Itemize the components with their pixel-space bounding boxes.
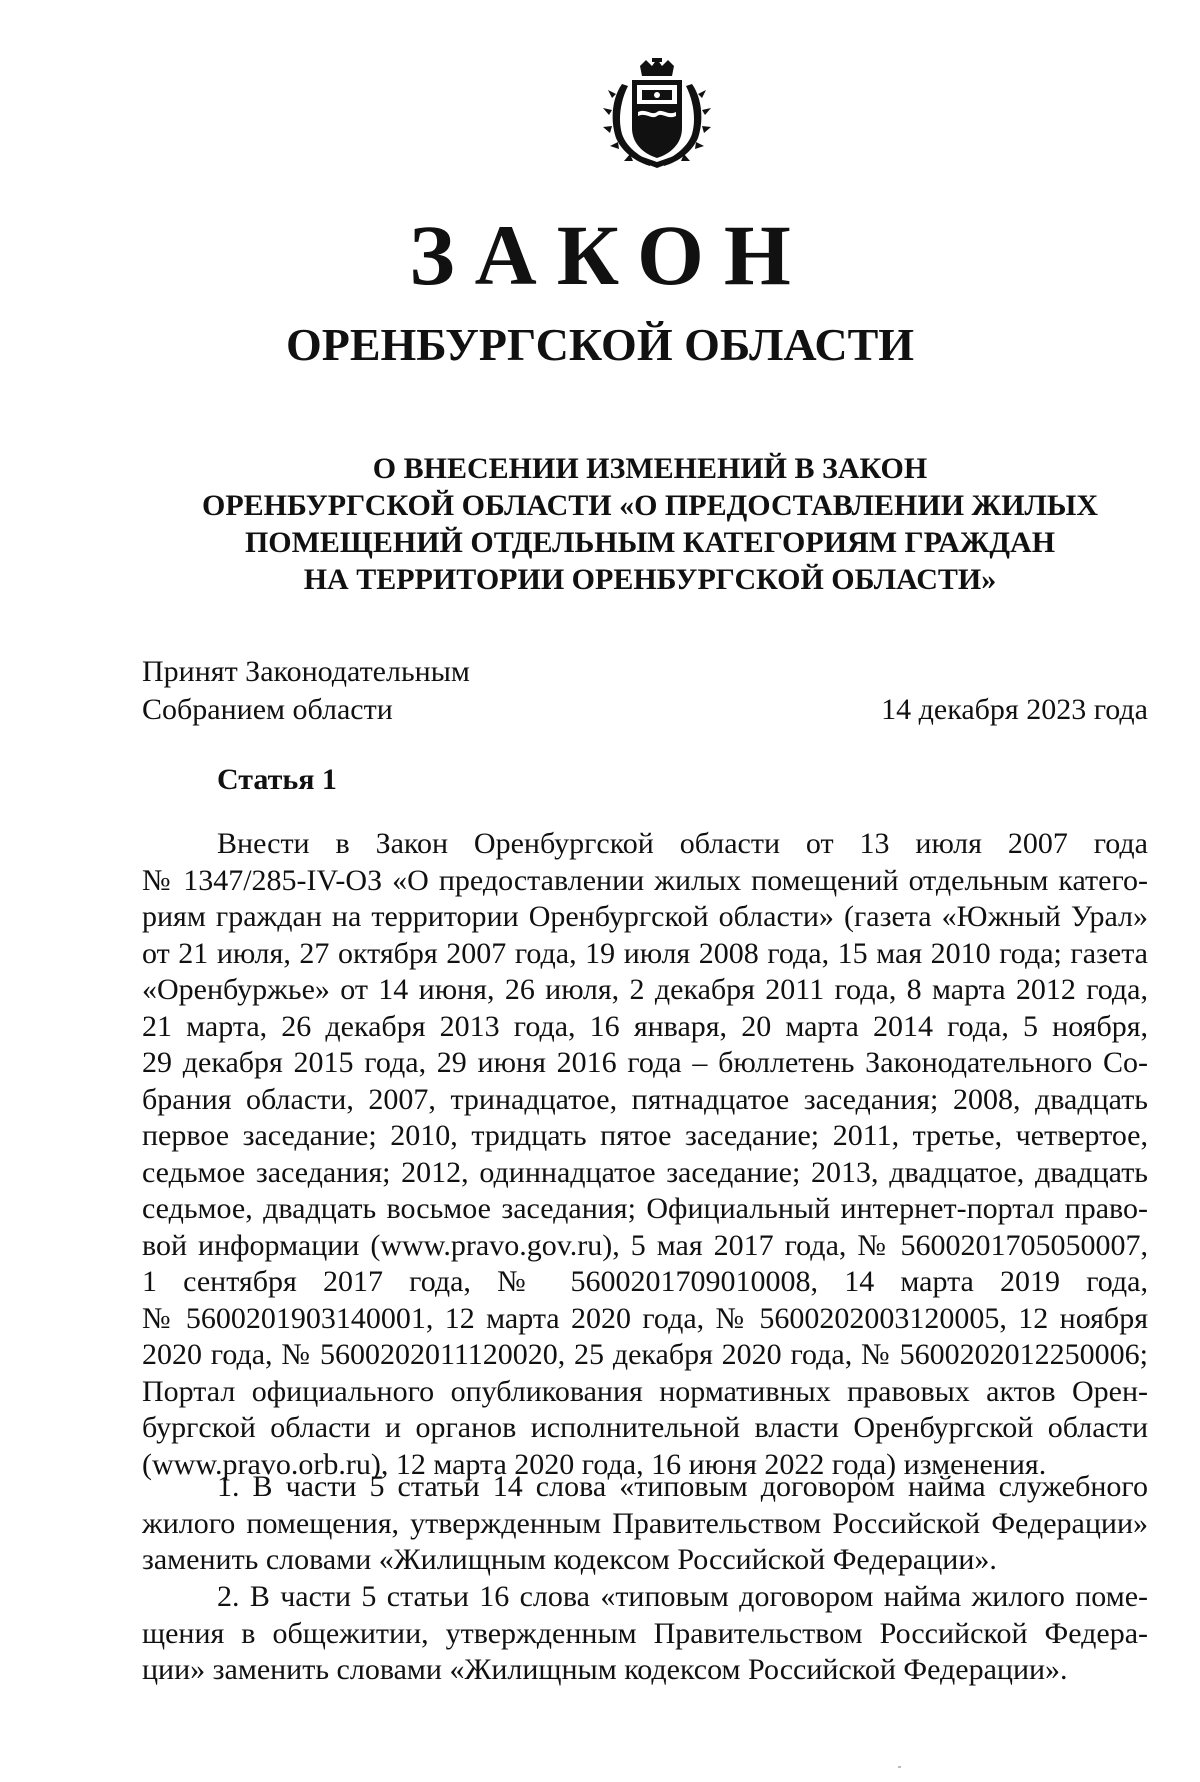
paragraph-line: 2020 года, № 5600202011120020, 25 декабря 2020 года, № 5600202012250006; [142,1338,1148,1371]
paragraph-line: 1. В части 5 статьи 14 слова «типовым договором найма служебного [217,1470,1148,1503]
paragraph-line: вой информации (www.pravo.gov.ru), 5 мая 2017 года, № 5600201705050007, [142,1228,1148,1262]
paragraph-line: щения в общежитии, утвержденным Правительством Российской Федера- [142,1616,1148,1650]
paragraph-line: (www.pravo.orb.ru), 12 марта 2020 года, 16 июня 2022 года) изменения. [142,1447,1047,1481]
law-name [150,450,1150,598]
paragraph-line: 29 декабря 2015 года, 29 июня 2016 года – бюллетень Законодательного Со- [142,1046,1148,1079]
coat-of-arms-icon [602,58,712,170]
paragraph-line: риям граждан на территории Оренбургской области» (газета «Южный Урал» [142,900,1148,933]
paragraph-line: первое заседание; 2010, тридцать пятое заседание; 2011, третье, четвертое, [142,1119,1148,1152]
paragraph-line: жилого помещения, утвержденным Правительством Российской Федерации» [142,1506,1148,1540]
law-name-line: ПОМЕЩЕНИЙ ОТДЕЛЬНЫМ КАТЕГОРИЯМ ГРАЖДАН [244,526,1056,559]
law-name-line: НА ТЕРРИТОРИИ ОРЕНБУРГСКОЙ ОБЛАСТИ» [303,563,997,596]
paragraph-line: № 5600201903140001, 12 марта 2020 года, № 5600202003120005, 12 ноября [142,1301,1148,1335]
article-item-2 [142,1579,1148,1689]
paragraph-line: заменить словами «Жилищным кодексом Российской Федерации». [142,1543,997,1576]
paragraph-line: брания области, 2007, тринадцатое, пятнадцатое заседания; 2008, двадцать [142,1082,1148,1116]
paragraph-line: № 1347/285-IV-ОЗ «О предоставлении жилых помещений отдельным катего- [142,863,1148,897]
paragraph-line: Портал официального опубликования нормативных правовых актов Орен- [142,1374,1148,1408]
paragraph-line: седьмое, двадцать восьмое заседания; Официальный интернет-портал право- [142,1192,1148,1225]
document-subtitle: ОРЕНБУРГСКОЙ ОБЛАСТИ [285,319,915,370]
paragraph-line: бургской области и органов исполнительной власти Оренбургской области [142,1411,1148,1444]
law-name-line: ОРЕНБУРГСКОЙ ОБЛАСТИ «О ПРЕДОСТАВЛЕНИИ ЖИЛЫХ [201,489,1098,522]
adoption-info [142,653,470,729]
article-heading: Статья 1 [217,763,337,796]
paragraph-line: 2. В части 5 статьи 16 слова «типовым договором найма жилого поме- [217,1580,1148,1613]
article-main-paragraph [142,826,1148,1483]
paragraph-line: 21 марта, 26 декабря 2013 года, 16 января, 20 марта 2014 года, 5 ноября, [142,1009,1148,1043]
document-title: ЗАКОН [409,207,811,303]
adoption-date: 14 декабря 2023 года [881,693,1148,726]
paragraph-line: «Оренбуржье» от 14 июня, 26 июля, 2 декабря 2011 года, 8 марта 2012 года, [142,973,1148,1006]
article-item-1 [142,1469,1148,1579]
paragraph-line: седьмое заседания; 2012, одиннадцатое заседание; 2013, двадцатое, двадцать [142,1155,1148,1189]
adoption-line: Собранием области [142,693,393,726]
law-name-line: О ВНЕСЕНИИ ИЗМЕНЕНИЙ В ЗАКОН [372,452,928,485]
adoption-line: Принят Законодательным [142,655,470,688]
paragraph-line: Внести в Закон Оренбургской области от 13 июля 2007 года [217,827,1148,860]
paragraph-line: 1 сентября 2017 года, № 5600201709010008, 14 марта 2019 года, [142,1265,1148,1298]
paragraph-line: от 21 июля, 27 октября 2007 года, 19 июля 2008 года, 15 мая 2010 года; газета [142,936,1148,970]
paragraph-line: ции» заменить словами «Жилищным кодексом Российской Федерации». [142,1653,1068,1686]
scan-speck [898,1766,901,1768]
